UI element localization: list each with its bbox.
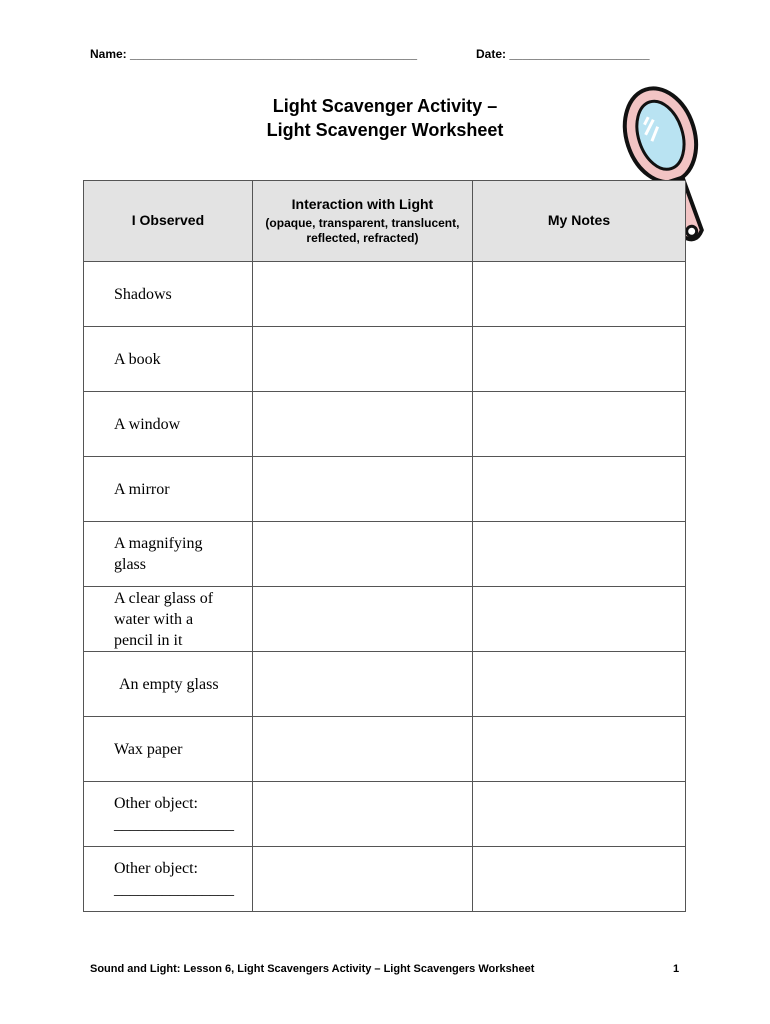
table-row [84, 782, 686, 847]
notes-cell[interactable] [473, 262, 686, 327]
header-observed [84, 181, 253, 262]
observed-text-line: Other object: [114, 795, 198, 812]
observed-cell [84, 782, 253, 847]
observed-text-line: A clear glass of [114, 589, 214, 607]
interaction-cell[interactable] [252, 652, 472, 717]
notes-cell[interactable] [473, 847, 686, 912]
header-notes [473, 181, 686, 262]
page-title [200, 94, 570, 142]
observed-text-line: Wax paper [114, 740, 183, 758]
observed-text-line: An empty glass [119, 675, 219, 693]
interaction-cell[interactable] [252, 847, 472, 912]
notes-cell[interactable] [473, 327, 686, 392]
date-field-label: Date: _____________________ [476, 47, 650, 61]
observed-text-line: A magnifying [114, 535, 203, 552]
observed-cell [84, 652, 253, 717]
header-interaction-sub-2: reflected, refracted) [306, 231, 419, 245]
interaction-cell[interactable] [252, 782, 472, 847]
page-number: 1 [673, 963, 680, 975]
table-row [84, 327, 686, 392]
observed-cell [84, 392, 253, 457]
interaction-cell[interactable] [252, 262, 472, 327]
observed-text-line: glass [114, 556, 146, 573]
observed-cell [84, 717, 253, 782]
observed-cell [84, 522, 253, 587]
table-row [84, 392, 686, 457]
header-interaction-sub-1: (opaque, transparent, translucent, [265, 216, 460, 230]
header-interaction-title: Interaction with Light [291, 196, 434, 212]
observed-text-line: water with a [114, 610, 194, 628]
notes-cell[interactable] [473, 782, 686, 847]
observed-cell [84, 847, 253, 912]
other-object-blank[interactable]: _______________ [114, 881, 234, 898]
notes-cell[interactable] [473, 457, 686, 522]
title-line-1: Light Scavenger Activity – [272, 96, 498, 116]
table-row [84, 717, 686, 782]
observed-cell [84, 457, 253, 522]
worksheet-table [83, 180, 686, 912]
notes-cell[interactable] [473, 587, 686, 652]
table-row [84, 587, 686, 652]
name-field-label: Name: ___________________________________________ [90, 47, 417, 61]
notes-cell[interactable] [473, 392, 686, 457]
interaction-cell[interactable] [252, 717, 472, 782]
header-notes-label: My Notes [547, 212, 611, 228]
observed-text-line: A window [114, 415, 181, 433]
interaction-cell[interactable] [252, 457, 472, 522]
observed-text-line: A mirror [114, 480, 170, 498]
observed-cell [84, 327, 253, 392]
notes-cell[interactable] [473, 522, 686, 587]
observed-cell [84, 262, 253, 327]
table-row [84, 262, 686, 327]
table-row [84, 522, 686, 587]
table-row [84, 847, 686, 912]
observed-text-line: pencil in it [114, 631, 183, 649]
header-observed-label: I Observed [131, 212, 205, 228]
title-line-2: Light Scavenger Worksheet [266, 120, 504, 140]
table-header-row [84, 181, 686, 262]
notes-cell[interactable] [473, 652, 686, 717]
table-row [84, 457, 686, 522]
other-object-blank[interactable]: _______________ [114, 816, 234, 833]
observed-text-line: A book [114, 350, 161, 368]
table-row [84, 652, 686, 717]
observed-cell [84, 587, 253, 652]
header-interaction [252, 181, 472, 262]
footer-text: Sound and Light: Lesson 6, Light Scavengers Activity – Light Scavengers Worksheet [90, 963, 535, 975]
notes-cell[interactable] [473, 717, 686, 782]
interaction-cell[interactable] [252, 587, 472, 652]
interaction-cell[interactable] [252, 327, 472, 392]
interaction-cell[interactable] [252, 522, 472, 587]
interaction-cell[interactable] [252, 392, 472, 457]
observed-text-line: Other object: [114, 860, 198, 877]
observed-text-line: Shadows [114, 285, 172, 303]
